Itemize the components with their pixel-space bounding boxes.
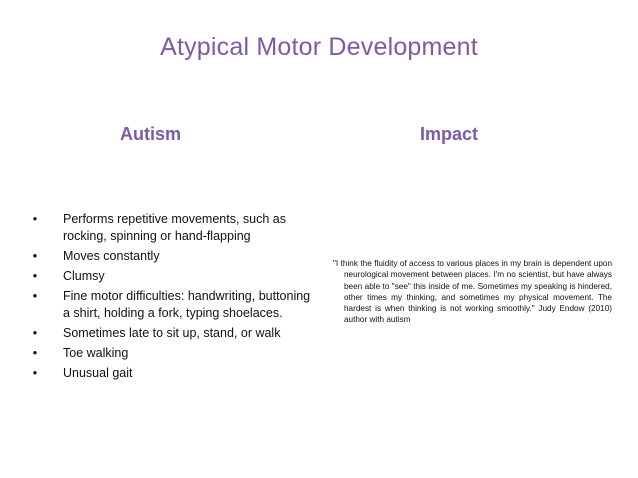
bullet-icon: • (32, 366, 38, 380)
bullet-text: Sometimes late to sit up, stand, or walk (63, 326, 281, 340)
bullet-item (30, 325, 316, 342)
impact-heading: Impact (420, 124, 479, 144)
bullet-icon: • (32, 269, 38, 283)
bullet-text: Clumsy (63, 269, 105, 283)
bullet-text: Toe walking (63, 346, 129, 360)
bullet-item (30, 248, 316, 265)
bullet-text: Fine motor difficulties: handwriting, buttoning a shirt, holding a fork, typing shoelaces. (63, 289, 311, 320)
bullet-icon: • (32, 212, 38, 226)
autism-bullet-list (30, 211, 316, 385)
bullet-text: Unusual gait (63, 366, 133, 380)
impact-quote: "I think the fluidity of access to various places in my brain is dependent upon neurological movement between places. I'm no scientist, but have always been able to "see" this inside of me. Sometimes my speaking is hindered, other times my thinking, and sometimes my physical movement. The hardest is when thinking is not working smoothly." Judy Endow (2010) author with autism (333, 259, 612, 325)
bullet-icon: • (32, 326, 38, 340)
bullet-item (30, 288, 316, 322)
bullet-text: Performs repetitive movements, such as rocking, spinning or hand-flapping (63, 212, 286, 243)
autism-heading: Autism (120, 124, 182, 144)
bullet-icon: • (32, 346, 38, 360)
bullet-item (30, 211, 316, 245)
bullet-item (30, 268, 316, 285)
bullet-icon: • (32, 289, 38, 303)
bullet-text: Moves constantly (63, 249, 160, 263)
bullet-icon: • (32, 249, 38, 263)
slide-title: Atypical Motor Development (160, 33, 478, 61)
bullet-item (30, 365, 316, 382)
bullet-item (30, 345, 316, 362)
